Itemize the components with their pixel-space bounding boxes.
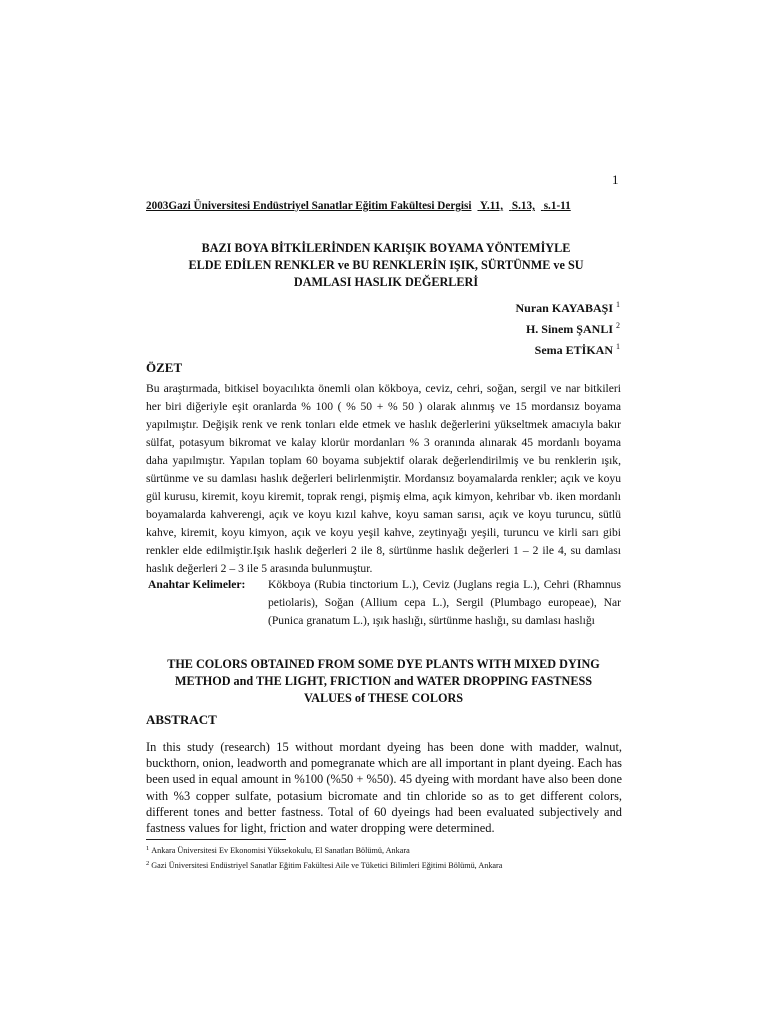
english-title [146,656,621,707]
english-title-line: METHOD and THE LIGHT, FRICTION and WATER DROPPING FASTNESS [174,674,593,688]
page-number: 1 [612,172,619,187]
author-name: Nuran KAYABAŞI [515,301,613,315]
keywords-block [146,576,621,630]
turkish-title-line: DAMLASI HASLIK DEĞERLERİ [293,275,479,289]
author-affiliation-mark: 2 [616,321,620,330]
author-affiliation-mark: 1 [616,342,620,351]
turkish-title-line: BAZI BOYA BİTKİLERİNDEN KARIŞIK BOYAMA YÖNTEMİYLE [201,241,571,255]
footnote-text: Ankara Üniversitesi Ev Ekonomisi Yüksekokulu, El Sanatları Bölümü, Ankara [151,846,410,855]
author-entry [380,296,620,317]
english-title-line: THE COLORS OBTAINED FROM SOME DYE PLANTS WITH MIXED DYING [167,657,600,671]
journal-title: 2003Gazi Üniversitesi Endüstriyel Sanatlar Eğitim Fakültesi Dergisi [146,200,472,212]
abstract-heading: ABSTRACT [146,712,217,727]
journal-citation-line [146,200,626,212]
author-list [380,296,620,359]
footnote [146,842,626,857]
ozet-paragraph: Bu araştırmada, bitkisel boyacılıkta önemli olan kökboya, ceviz, cehri, soğan, sergil ve nar bitkileri her biri diğeriyle eşit oranlarda % 100 ( % 50 + % 50 ) olarak alınmış ve 15 mordansız boyama yapılmıştır. Değişik renk ve renk tonları elde etmek ve haslık değerlerini yükseltmek amacıyla bakır sülfat, potasyum bikromat ve kalay klorür mordanları % 3 oranında alınarak 45 mordanlı boyama daha yapılmıştır. Yapılan toplam 60 boyama subjektif olarak değerlendirilmiş ve bu renklerin ışık, sürtünme ve su damlası haslık değerleri belirlenmiştir. Mordansız boyamalarda renkler; açık ve koyu gül kurusu, kiremit, koyu kiremit, toprak rengi, pişmiş elma, açık kimyon, kehribar vb. iken mordanlı boyamalarda kahverengi, açık ve koyu kızıl kahve, koyu saman sarısı, açık ve koyu turuncu, sütlü kahve, kiremit, koyu kimyon, açık ve koyu yeşil kahve, zeytinyağı yeşili, turuncu ve kirli sarı gibi renkler elde edilmiştir.Işık haslık değerleri 2 ile 8, sürtünme haslık değerleri 1 – 2 ile 4, su damlası haslık değerleri 2 – 3 ile 5 arasında bulunmuştur. [146,382,621,575]
english-title-line: VALUES of THESE COLORS [303,691,464,705]
author-entry [380,317,620,338]
author-name: Sema ETİKAN [534,343,613,357]
footnotes [146,842,626,872]
keywords-text: Kökboya (Rubia tinctorium L.), Ceviz (Juglans regia L.), Cehri (Rhamnus petiolaris), Soğan (Allium cepa L.), Sergil (Plumbago europeae), Nar (Punica granatum L.), ışık haslığı, sürtünme haslığı, su damlası haslığı [268,578,621,627]
footnote-divider [146,839,286,840]
journal-pages: s.1-11 [543,200,571,212]
journal-issue: S.13, [511,200,535,212]
turkish-title [146,240,626,291]
author-entry [380,338,620,359]
footnote-text: Gazi Üniversitesi Endüstriyel Sanatlar Eğitim Fakültesi Aile ve Tüketici Bilimleri Eğitimi Bölümü, Ankara [151,861,503,870]
footnote [146,857,626,872]
turkish-title-line: ELDE EDİLEN RENKLER ve BU RENKLERİN IŞIK, SÜRTÜNME ve SU [188,258,584,272]
keywords-label: Anahtar Kelimeler: [148,578,246,591]
footnote-mark: 1 [146,845,150,852]
abstract-paragraph: In this study (research) 15 without mordant dyeing has been done with madder, walnut, buckthorn, onion, leadworth and pomegranate which are all important in plant dyeing. Each has been used in equal amount in %100 (%50 + %50). 45 dyeing with mordant have also been done with %3 copper sulfate, potasium bicromate and tin chloride so as to get different colors, different tones and better fastness. Total of 60 dyeings had been evaluated subjectively and fastness values for light, friction and water dropping were determined. [146,740,622,836]
ozet-heading: ÖZET [146,360,183,375]
footnote-mark: 2 [146,860,150,867]
author-name: H. Sinem ŞANLI [525,322,613,336]
author-affiliation-mark: 1 [616,300,620,309]
journal-volume: Y.11, [479,200,504,212]
